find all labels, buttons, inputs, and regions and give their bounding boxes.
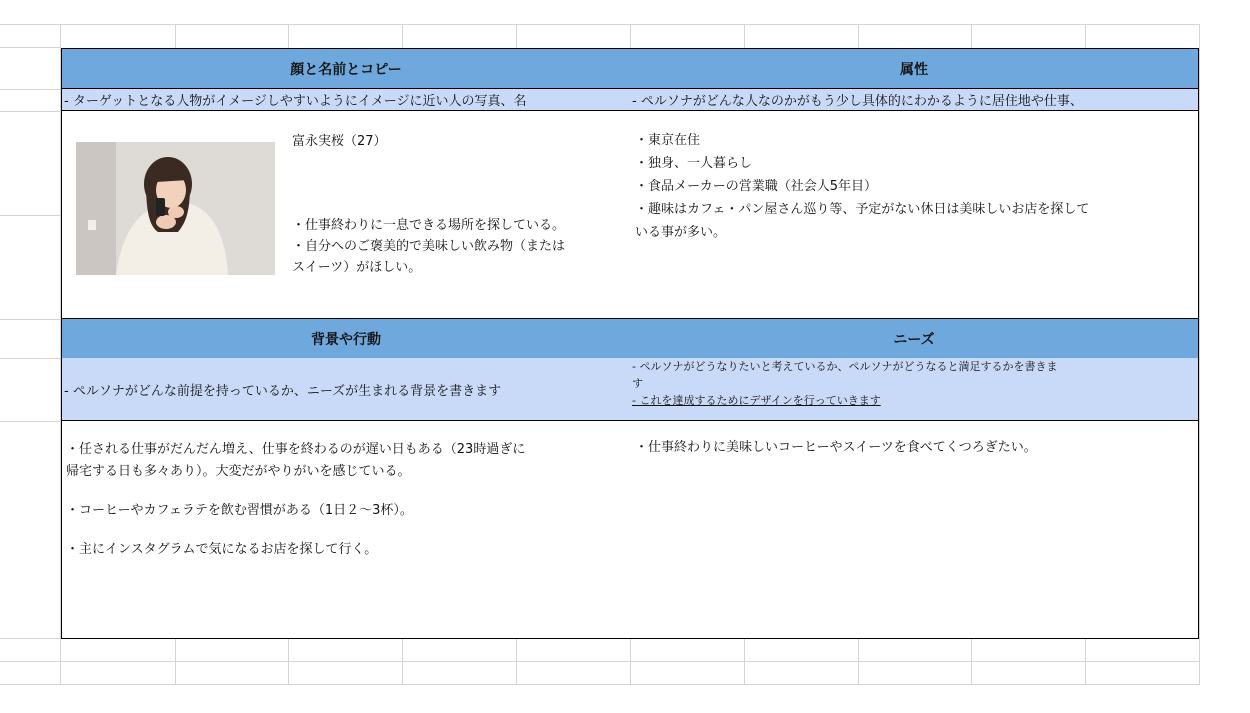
- background-line-1: ・任される仕事がだんだん増え、仕事を終わるのが遅い日もある（23時過ぎに: [66, 442, 526, 457]
- background-line-3: ・コーヒーやカフェラテを飲む習慣がある（1日２〜3杯）。: [66, 503, 413, 518]
- persona-copy-cell[interactable]: [288, 215, 631, 319]
- attributes-header-label: 属性: [900, 61, 928, 78]
- persona-name-cell[interactable]: [288, 111, 631, 216]
- face-name-copy-header[interactable]: [61, 48, 631, 89]
- needs-header-label: ニーズ: [893, 331, 935, 348]
- needs-body-cell[interactable]: [630, 421, 1199, 639]
- persona-photo: [76, 142, 275, 275]
- face-section-instruction[interactable]: [61, 89, 631, 111]
- persona-photo-image: [76, 142, 275, 275]
- background-behavior-header[interactable]: [61, 319, 631, 359]
- attribute-line-4: ・趣味はカフェ・パン屋さん巡り等、予定がない休日は美味しいお店を探して: [635, 202, 1090, 217]
- background-line-4: ・主にインスタグラムで気になるお店を探して行く。: [66, 542, 378, 557]
- background-behavior-header-label: 背景や行動: [311, 331, 381, 348]
- attribute-line-1: ・東京在住: [635, 133, 701, 148]
- copy-line-2: ・自分へのご褒美的で美味しい飲み物（または: [292, 239, 566, 254]
- face-section-instruction-text: - ターゲットとなる人物がイメージしやすいようにイメージに近い人の写真、名: [64, 94, 527, 109]
- needs-instruction-line-3: - これを達成するためにデザインを行っていきます: [632, 394, 881, 407]
- attributes-header[interactable]: [630, 48, 1199, 89]
- needs-header[interactable]: [630, 319, 1199, 359]
- face-name-copy-header-label: 顔と名前とコピー: [290, 61, 402, 78]
- attribute-line-5: いる事が多い。: [635, 225, 727, 240]
- needs-instruction-line-2: す: [632, 377, 643, 390]
- background-instruction-text: - ペルソナがどんな前提を持っているか、ニーズが生まれる背景を書きます: [64, 383, 502, 399]
- copy-line-1: ・仕事終わりに一息できる場所を探している。: [292, 218, 566, 233]
- needs-instruction[interactable]: [630, 358, 1199, 421]
- background-body-cell[interactable]: [61, 421, 631, 639]
- attributes-instruction[interactable]: [630, 89, 1199, 111]
- attribute-line-3: ・食品メーカーの営業職（社会人5年目）: [635, 179, 878, 194]
- background-line-2: 帰宅する日も多々あり）。大変だがやりがいを感じている。: [66, 464, 411, 479]
- copy-line-3: スイーツ）がほしい。: [292, 260, 422, 275]
- needs-instruction-line-1: - ペルソナがどうなりたいと考えているか、ペルソナがどうなると満足するかを書きま: [632, 360, 1058, 373]
- attributes-instruction-text: - ペルソナがどんな人なのかがもう少し具体的にわかるように居住地や仕事、: [632, 94, 1083, 109]
- attribute-line-2: ・独身、一人暮らし: [635, 156, 753, 171]
- persona-name: 富永実桜（27）: [292, 134, 387, 149]
- background-instruction[interactable]: [61, 358, 631, 421]
- needs-line-1: ・仕事終わりに美味しいコーヒーやスイーツを食べてくつろぎたい。: [635, 440, 1037, 455]
- attributes-body-cell[interactable]: [630, 111, 1199, 319]
